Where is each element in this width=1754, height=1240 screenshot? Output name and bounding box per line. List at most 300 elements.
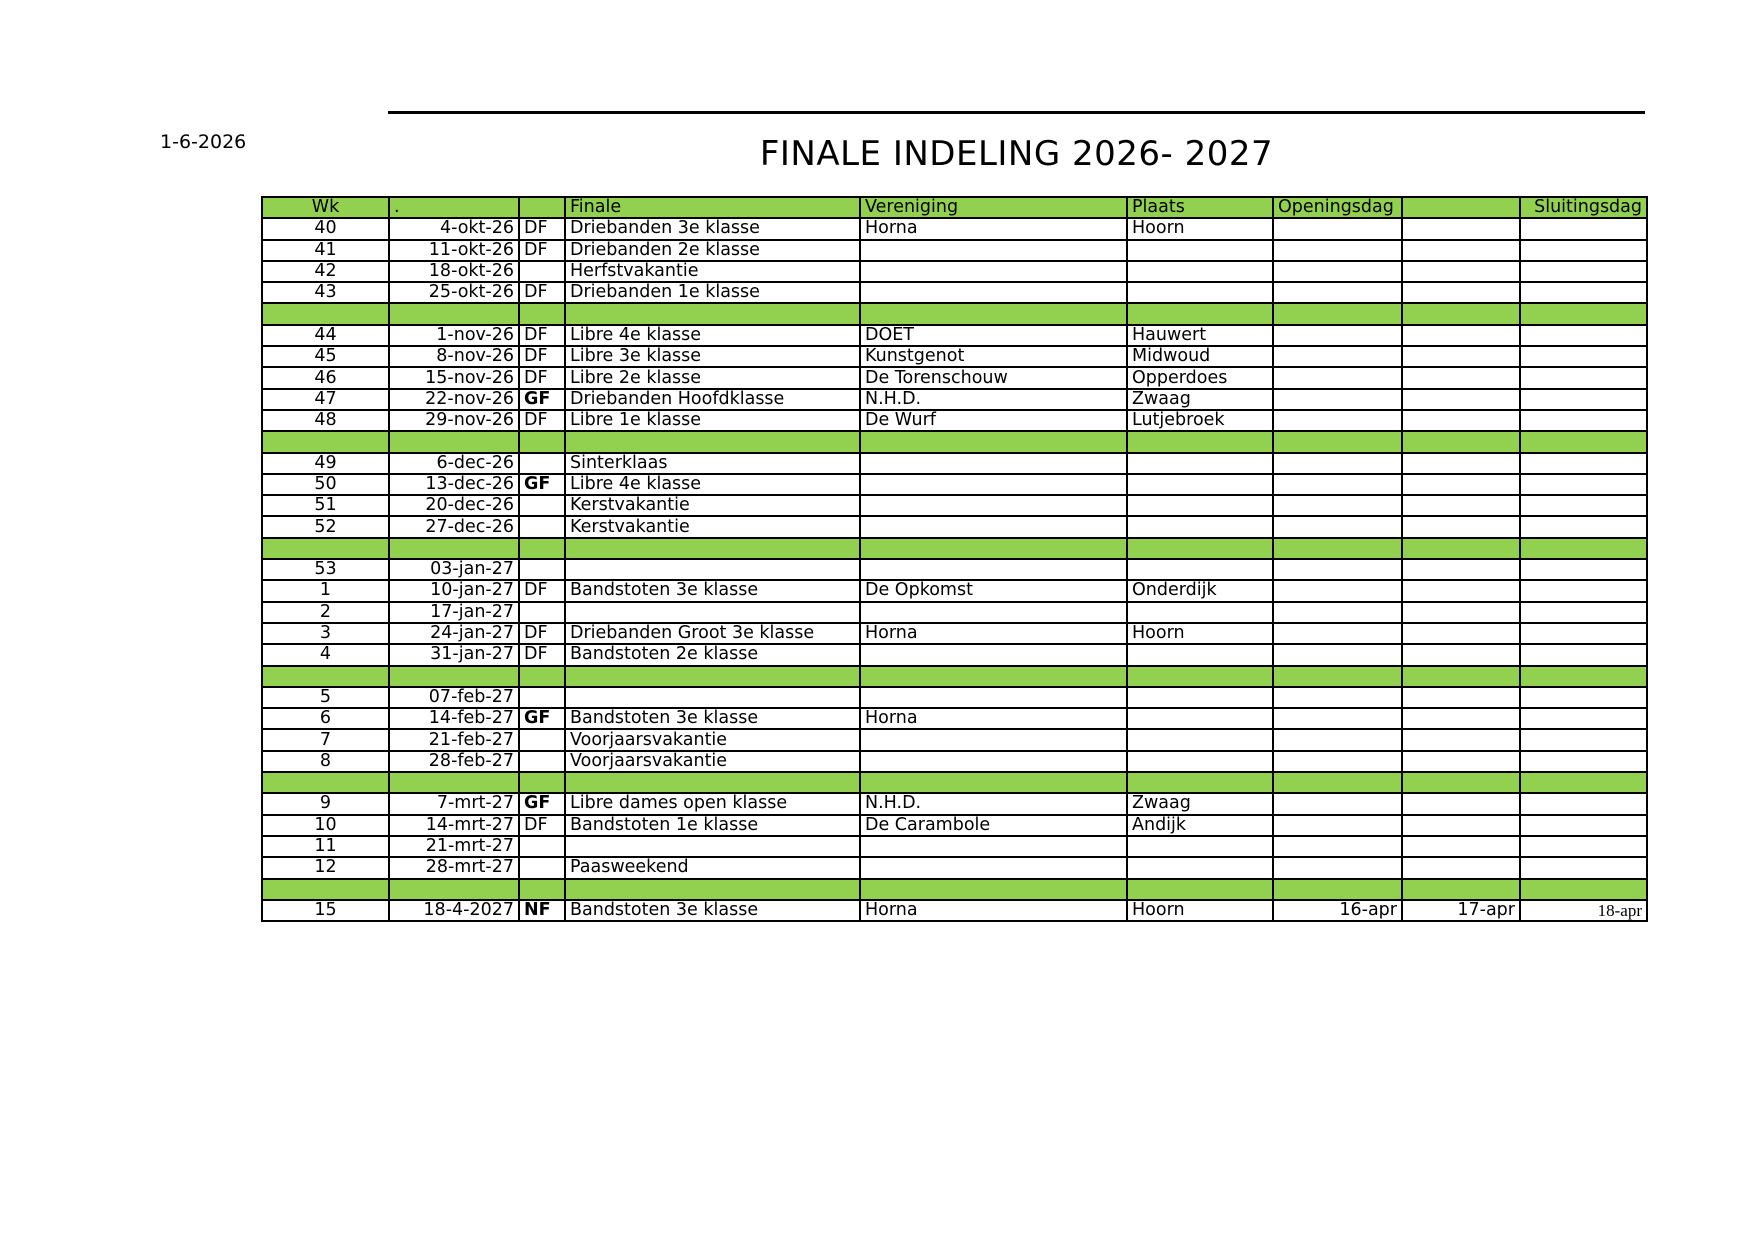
- header-blank: [1402, 197, 1520, 218]
- cell-date: 03-jan-27: [389, 559, 519, 580]
- separator-cell: [1520, 538, 1647, 559]
- cell-plaats: Hauwert: [1127, 325, 1273, 346]
- cell-finale: Libre 4e klasse: [565, 325, 860, 346]
- cell-mid: [1402, 751, 1520, 772]
- print-date: 1-6-2026: [160, 131, 247, 153]
- cell-plaats: Lutjebroek: [1127, 410, 1273, 431]
- cell-type: [519, 516, 565, 537]
- cell-finale: Bandstoten 3e klasse: [565, 708, 860, 729]
- cell-wk: 43: [262, 282, 389, 303]
- cell-openingsdag: [1273, 580, 1402, 601]
- cell-vereniging: Horna: [860, 900, 1127, 921]
- cell-finale: Kerstvakantie: [565, 516, 860, 537]
- cell-finale: Libre 1e klasse: [565, 410, 860, 431]
- cell-date: 18-okt-26: [389, 261, 519, 282]
- separator-cell: [1402, 538, 1520, 559]
- cell-plaats: Hoorn: [1127, 218, 1273, 239]
- cell-sluitingsdag: [1520, 793, 1647, 814]
- cell-type: [519, 687, 565, 708]
- cell-finale: Driebanden 3e klasse: [565, 218, 860, 239]
- table-row: [262, 261, 1647, 282]
- separator-cell: [389, 538, 519, 559]
- cell-sluitingsdag: [1520, 644, 1647, 665]
- cell-vereniging: [860, 729, 1127, 750]
- cell-sluitingsdag: [1520, 389, 1647, 410]
- table-row: [262, 602, 1647, 623]
- cell-openingsdag: [1273, 282, 1402, 303]
- cell-openingsdag: [1273, 687, 1402, 708]
- page-title: FINALE INDELING 2026- 2027: [759, 134, 1274, 174]
- separator-cell: [565, 431, 860, 452]
- cell-type: DF: [519, 623, 565, 644]
- cell-mid: [1402, 708, 1520, 729]
- table-row: [262, 708, 1647, 729]
- cell-openingsdag: [1273, 389, 1402, 410]
- cell-finale: Libre 4e klasse: [565, 474, 860, 495]
- cell-vereniging: [860, 261, 1127, 282]
- cell-vereniging: [860, 474, 1127, 495]
- cell-date: 22-nov-26: [389, 389, 519, 410]
- cell-mid: [1402, 410, 1520, 431]
- cell-vereniging: [860, 836, 1127, 857]
- cell-openingsdag: [1273, 346, 1402, 367]
- table-row: [262, 367, 1647, 388]
- separator-cell: [519, 431, 565, 452]
- cell-plaats: [1127, 559, 1273, 580]
- separator-cell: [1127, 431, 1273, 452]
- table-row: [262, 751, 1647, 772]
- cell-date: 27-dec-26: [389, 516, 519, 537]
- cell-mid: [1402, 218, 1520, 239]
- separator-cell: [519, 666, 565, 687]
- cell-plaats: [1127, 751, 1273, 772]
- cell-finale: [565, 687, 860, 708]
- cell-type: DF: [519, 644, 565, 665]
- cell-vereniging: De Carambole: [860, 815, 1127, 836]
- cell-mid: [1402, 516, 1520, 537]
- separator-cell: [1127, 303, 1273, 324]
- table-row: [262, 687, 1647, 708]
- separator-cell: [1127, 666, 1273, 687]
- cell-wk: 8: [262, 751, 389, 772]
- cell-sluitingsdag: [1520, 729, 1647, 750]
- cell-date: 11-okt-26: [389, 240, 519, 261]
- separator-cell: [519, 772, 565, 793]
- cell-date: 7-mrt-27: [389, 793, 519, 814]
- cell-sluitingsdag: [1520, 474, 1647, 495]
- header-rule: [388, 111, 1645, 114]
- cell-mid: 17-apr: [1402, 900, 1520, 921]
- cell-date: 31-jan-27: [389, 644, 519, 665]
- separator-cell: [389, 431, 519, 452]
- cell-sluitingsdag: [1520, 282, 1647, 303]
- cell-openingsdag: 16-apr: [1273, 900, 1402, 921]
- separator-cell: [565, 879, 860, 900]
- cell-wk: 48: [262, 410, 389, 431]
- separator-cell: [1520, 772, 1647, 793]
- separator-row: [262, 666, 1647, 687]
- cell-date: 14-feb-27: [389, 708, 519, 729]
- cell-wk: 2: [262, 602, 389, 623]
- cell-vereniging: [860, 495, 1127, 516]
- cell-wk: 40: [262, 218, 389, 239]
- cell-date: 4-okt-26: [389, 218, 519, 239]
- header-sluitingsdag: Sluitingsdag: [1520, 197, 1647, 218]
- cell-finale: Libre 3e klasse: [565, 346, 860, 367]
- cell-sluitingsdag: [1520, 559, 1647, 580]
- table-row: [262, 410, 1647, 431]
- separator-cell: [565, 666, 860, 687]
- cell-date: 13-dec-26: [389, 474, 519, 495]
- separator-cell: [262, 538, 389, 559]
- cell-openingsdag: [1273, 623, 1402, 644]
- cell-date: 24-jan-27: [389, 623, 519, 644]
- table-row: [262, 623, 1647, 644]
- cell-wk: 51: [262, 495, 389, 516]
- cell-sluitingsdag: [1520, 602, 1647, 623]
- cell-wk: 1: [262, 580, 389, 601]
- separator-cell: [262, 879, 389, 900]
- cell-vereniging: N.H.D.: [860, 389, 1127, 410]
- cell-sluitingsdag: [1520, 857, 1647, 878]
- cell-date: 15-nov-26: [389, 367, 519, 388]
- cell-mid: [1402, 857, 1520, 878]
- cell-date: 18-4-2027: [389, 900, 519, 921]
- separator-cell: [389, 772, 519, 793]
- table-row: [262, 282, 1647, 303]
- cell-finale: Paasweekend: [565, 857, 860, 878]
- cell-openingsdag: [1273, 474, 1402, 495]
- cell-type: DF: [519, 218, 565, 239]
- cell-openingsdag: [1273, 367, 1402, 388]
- cell-mid: [1402, 261, 1520, 282]
- separator-cell: [389, 879, 519, 900]
- table-row: [262, 389, 1647, 410]
- cell-openingsdag: [1273, 261, 1402, 282]
- cell-finale: [565, 559, 860, 580]
- cell-type: GF: [519, 389, 565, 410]
- cell-wk: 6: [262, 708, 389, 729]
- separator-cell: [860, 772, 1127, 793]
- cell-openingsdag: [1273, 793, 1402, 814]
- cell-wk: 11: [262, 836, 389, 857]
- cell-plaats: [1127, 282, 1273, 303]
- separator-cell: [860, 303, 1127, 324]
- cell-openingsdag: [1273, 516, 1402, 537]
- cell-openingsdag: [1273, 644, 1402, 665]
- cell-openingsdag: [1273, 495, 1402, 516]
- cell-type: DF: [519, 282, 565, 303]
- cell-sluitingsdag: [1520, 687, 1647, 708]
- cell-openingsdag: [1273, 751, 1402, 772]
- cell-finale: Kerstvakantie: [565, 495, 860, 516]
- cell-finale: Bandstoten 3e klasse: [565, 900, 860, 921]
- separator-cell: [860, 879, 1127, 900]
- cell-finale: Bandstoten 1e klasse: [565, 815, 860, 836]
- cell-vereniging: De Wurf: [860, 410, 1127, 431]
- cell-date: 28-mrt-27: [389, 857, 519, 878]
- separator-row: [262, 303, 1647, 324]
- cell-date: 10-jan-27: [389, 580, 519, 601]
- cell-openingsdag: [1273, 729, 1402, 750]
- cell-openingsdag: [1273, 559, 1402, 580]
- separator-cell: [860, 666, 1127, 687]
- cell-date: 07-feb-27: [389, 687, 519, 708]
- cell-wk: 49: [262, 453, 389, 474]
- cell-type: [519, 836, 565, 857]
- table-row: [262, 240, 1647, 261]
- cell-openingsdag: [1273, 453, 1402, 474]
- separator-row: [262, 879, 1647, 900]
- cell-finale: Voorjaarsvakantie: [565, 751, 860, 772]
- table-row: [262, 346, 1647, 367]
- cell-vereniging: [860, 559, 1127, 580]
- cell-finale: Libre dames open klasse: [565, 793, 860, 814]
- cell-plaats: [1127, 644, 1273, 665]
- separator-cell: [1127, 772, 1273, 793]
- cell-sluitingsdag: [1520, 580, 1647, 601]
- separator-cell: [262, 431, 389, 452]
- cell-wk: 5: [262, 687, 389, 708]
- cell-mid: [1402, 559, 1520, 580]
- separator-cell: [519, 303, 565, 324]
- cell-wk: 46: [262, 367, 389, 388]
- cell-plaats: Opperdoes: [1127, 367, 1273, 388]
- cell-wk: 47: [262, 389, 389, 410]
- separator-cell: [1402, 303, 1520, 324]
- cell-openingsdag: [1273, 602, 1402, 623]
- cell-sluitingsdag: [1520, 836, 1647, 857]
- cell-mid: [1402, 729, 1520, 750]
- cell-vereniging: [860, 240, 1127, 261]
- cell-type: DF: [519, 410, 565, 431]
- separator-cell: [1273, 431, 1402, 452]
- cell-wk: 41: [262, 240, 389, 261]
- cell-sluitingsdag: [1520, 453, 1647, 474]
- cell-date: 8-nov-26: [389, 346, 519, 367]
- separator-cell: [1273, 772, 1402, 793]
- cell-type: [519, 453, 565, 474]
- cell-plaats: [1127, 729, 1273, 750]
- cell-sluitingsdag: [1520, 261, 1647, 282]
- cell-plaats: Zwaag: [1127, 389, 1273, 410]
- cell-mid: [1402, 602, 1520, 623]
- cell-plaats: Midwoud: [1127, 346, 1273, 367]
- cell-mid: [1402, 495, 1520, 516]
- cell-date: 25-okt-26: [389, 282, 519, 303]
- cell-type: [519, 751, 565, 772]
- cell-plaats: Zwaag: [1127, 793, 1273, 814]
- cell-plaats: [1127, 474, 1273, 495]
- cell-finale: Bandstoten 2e klasse: [565, 644, 860, 665]
- cell-openingsdag: [1273, 240, 1402, 261]
- cell-date: 17-jan-27: [389, 602, 519, 623]
- cell-finale: Driebanden Hoofdklasse: [565, 389, 860, 410]
- cell-vereniging: [860, 516, 1127, 537]
- header-type: [519, 197, 565, 218]
- cell-mid: [1402, 687, 1520, 708]
- cell-openingsdag: [1273, 815, 1402, 836]
- separator-cell: [1273, 303, 1402, 324]
- cell-vereniging: [860, 602, 1127, 623]
- cell-plaats: [1127, 602, 1273, 623]
- separator-cell: [389, 303, 519, 324]
- header-plaats: Plaats: [1127, 197, 1273, 218]
- separator-cell: [262, 666, 389, 687]
- cell-date: 21-mrt-27: [389, 836, 519, 857]
- cell-sluitingsdag: [1520, 346, 1647, 367]
- cell-plaats: [1127, 240, 1273, 261]
- cell-type: [519, 857, 565, 878]
- table-header-row: [262, 197, 1647, 218]
- cell-mid: [1402, 453, 1520, 474]
- cell-sluitingsdag: [1520, 815, 1647, 836]
- cell-finale: Driebanden 2e klasse: [565, 240, 860, 261]
- cell-vereniging: Horna: [860, 623, 1127, 644]
- cell-mid: [1402, 367, 1520, 388]
- table-row: [262, 325, 1647, 346]
- cell-type: DF: [519, 346, 565, 367]
- cell-type: DF: [519, 580, 565, 601]
- table-row: [262, 218, 1647, 239]
- cell-sluitingsdag: [1520, 751, 1647, 772]
- header-wk: Wk: [262, 197, 389, 218]
- cell-vereniging: De Opkomst: [860, 580, 1127, 601]
- cell-finale: Herfstvakantie: [565, 261, 860, 282]
- cell-finale: [565, 602, 860, 623]
- cell-openingsdag: [1273, 218, 1402, 239]
- cell-sluitingsdag: [1520, 218, 1647, 239]
- cell-date: 1-nov-26: [389, 325, 519, 346]
- table-row: [262, 644, 1647, 665]
- cell-wk: 42: [262, 261, 389, 282]
- cell-date: 21-feb-27: [389, 729, 519, 750]
- separator-cell: [1520, 879, 1647, 900]
- cell-mid: [1402, 623, 1520, 644]
- cell-mid: [1402, 346, 1520, 367]
- separator-cell: [565, 772, 860, 793]
- cell-vereniging: De Torenschouw: [860, 367, 1127, 388]
- table-row: [262, 793, 1647, 814]
- cell-mid: [1402, 836, 1520, 857]
- cell-sluitingsdag: [1520, 495, 1647, 516]
- table-row: [262, 580, 1647, 601]
- separator-cell: [1402, 431, 1520, 452]
- header-finale: Finale: [565, 197, 860, 218]
- cell-type: DF: [519, 325, 565, 346]
- separator-cell: [519, 538, 565, 559]
- cell-wk: 3: [262, 623, 389, 644]
- cell-plaats: [1127, 687, 1273, 708]
- separator-cell: [262, 303, 389, 324]
- table-body: [262, 218, 1647, 921]
- header-vereniging: Vereniging: [860, 197, 1127, 218]
- cell-openingsdag: [1273, 325, 1402, 346]
- cell-wk: 7: [262, 729, 389, 750]
- cell-wk: 10: [262, 815, 389, 836]
- cell-type: GF: [519, 708, 565, 729]
- cell-finale: Libre 2e klasse: [565, 367, 860, 388]
- cell-vereniging: Horna: [860, 218, 1127, 239]
- cell-plaats: Hoorn: [1127, 900, 1273, 921]
- table-row: [262, 474, 1647, 495]
- cell-plaats: [1127, 261, 1273, 282]
- cell-wk: 52: [262, 516, 389, 537]
- separator-row: [262, 772, 1647, 793]
- separator-cell: [1273, 666, 1402, 687]
- table-row: [262, 815, 1647, 836]
- cell-sluitingsdag: [1520, 708, 1647, 729]
- cell-openingsdag: [1273, 836, 1402, 857]
- separator-cell: [1402, 772, 1520, 793]
- cell-finale: Driebanden 1e klasse: [565, 282, 860, 303]
- separator-cell: [1273, 538, 1402, 559]
- cell-type: DF: [519, 367, 565, 388]
- cell-finale: Bandstoten 3e klasse: [565, 580, 860, 601]
- cell-date: 6-dec-26: [389, 453, 519, 474]
- cell-type: [519, 729, 565, 750]
- table-row: [262, 729, 1647, 750]
- separator-row: [262, 431, 1647, 452]
- cell-finale: Sinterklaas: [565, 453, 860, 474]
- cell-wk: 9: [262, 793, 389, 814]
- cell-mid: [1402, 389, 1520, 410]
- table-row: [262, 900, 1647, 921]
- separator-cell: [860, 431, 1127, 452]
- cell-vereniging: DOET: [860, 325, 1127, 346]
- cell-sluitingsdag: [1520, 410, 1647, 431]
- separator-cell: [1520, 666, 1647, 687]
- cell-mid: [1402, 644, 1520, 665]
- cell-date: 20-dec-26: [389, 495, 519, 516]
- cell-openingsdag: [1273, 410, 1402, 431]
- cell-sluitingsdag: 18-apr: [1520, 900, 1647, 921]
- cell-date: 14-mrt-27: [389, 815, 519, 836]
- separator-cell: [519, 879, 565, 900]
- separator-cell: [1520, 303, 1647, 324]
- cell-sluitingsdag: [1520, 516, 1647, 537]
- cell-vereniging: [860, 644, 1127, 665]
- separator-cell: [389, 666, 519, 687]
- cell-wk: 4: [262, 644, 389, 665]
- cell-date: 29-nov-26: [389, 410, 519, 431]
- cell-type: [519, 559, 565, 580]
- cell-plaats: [1127, 708, 1273, 729]
- separator-cell: [565, 303, 860, 324]
- cell-wk: 12: [262, 857, 389, 878]
- cell-mid: [1402, 580, 1520, 601]
- separator-row: [262, 538, 1647, 559]
- separator-cell: [1127, 879, 1273, 900]
- cell-vereniging: N.H.D.: [860, 793, 1127, 814]
- cell-wk: 50: [262, 474, 389, 495]
- cell-mid: [1402, 474, 1520, 495]
- cell-type: [519, 602, 565, 623]
- schedule-table: [261, 196, 1648, 922]
- cell-vereniging: [860, 282, 1127, 303]
- table-row: [262, 857, 1647, 878]
- cell-mid: [1402, 815, 1520, 836]
- separator-cell: [1520, 431, 1647, 452]
- cell-wk: 45: [262, 346, 389, 367]
- separator-cell: [1402, 879, 1520, 900]
- cell-mid: [1402, 325, 1520, 346]
- cell-wk: 44: [262, 325, 389, 346]
- cell-type: NF: [519, 900, 565, 921]
- cell-mid: [1402, 240, 1520, 261]
- header-openingsdag: Openingsdag: [1273, 197, 1402, 218]
- cell-sluitingsdag: [1520, 240, 1647, 261]
